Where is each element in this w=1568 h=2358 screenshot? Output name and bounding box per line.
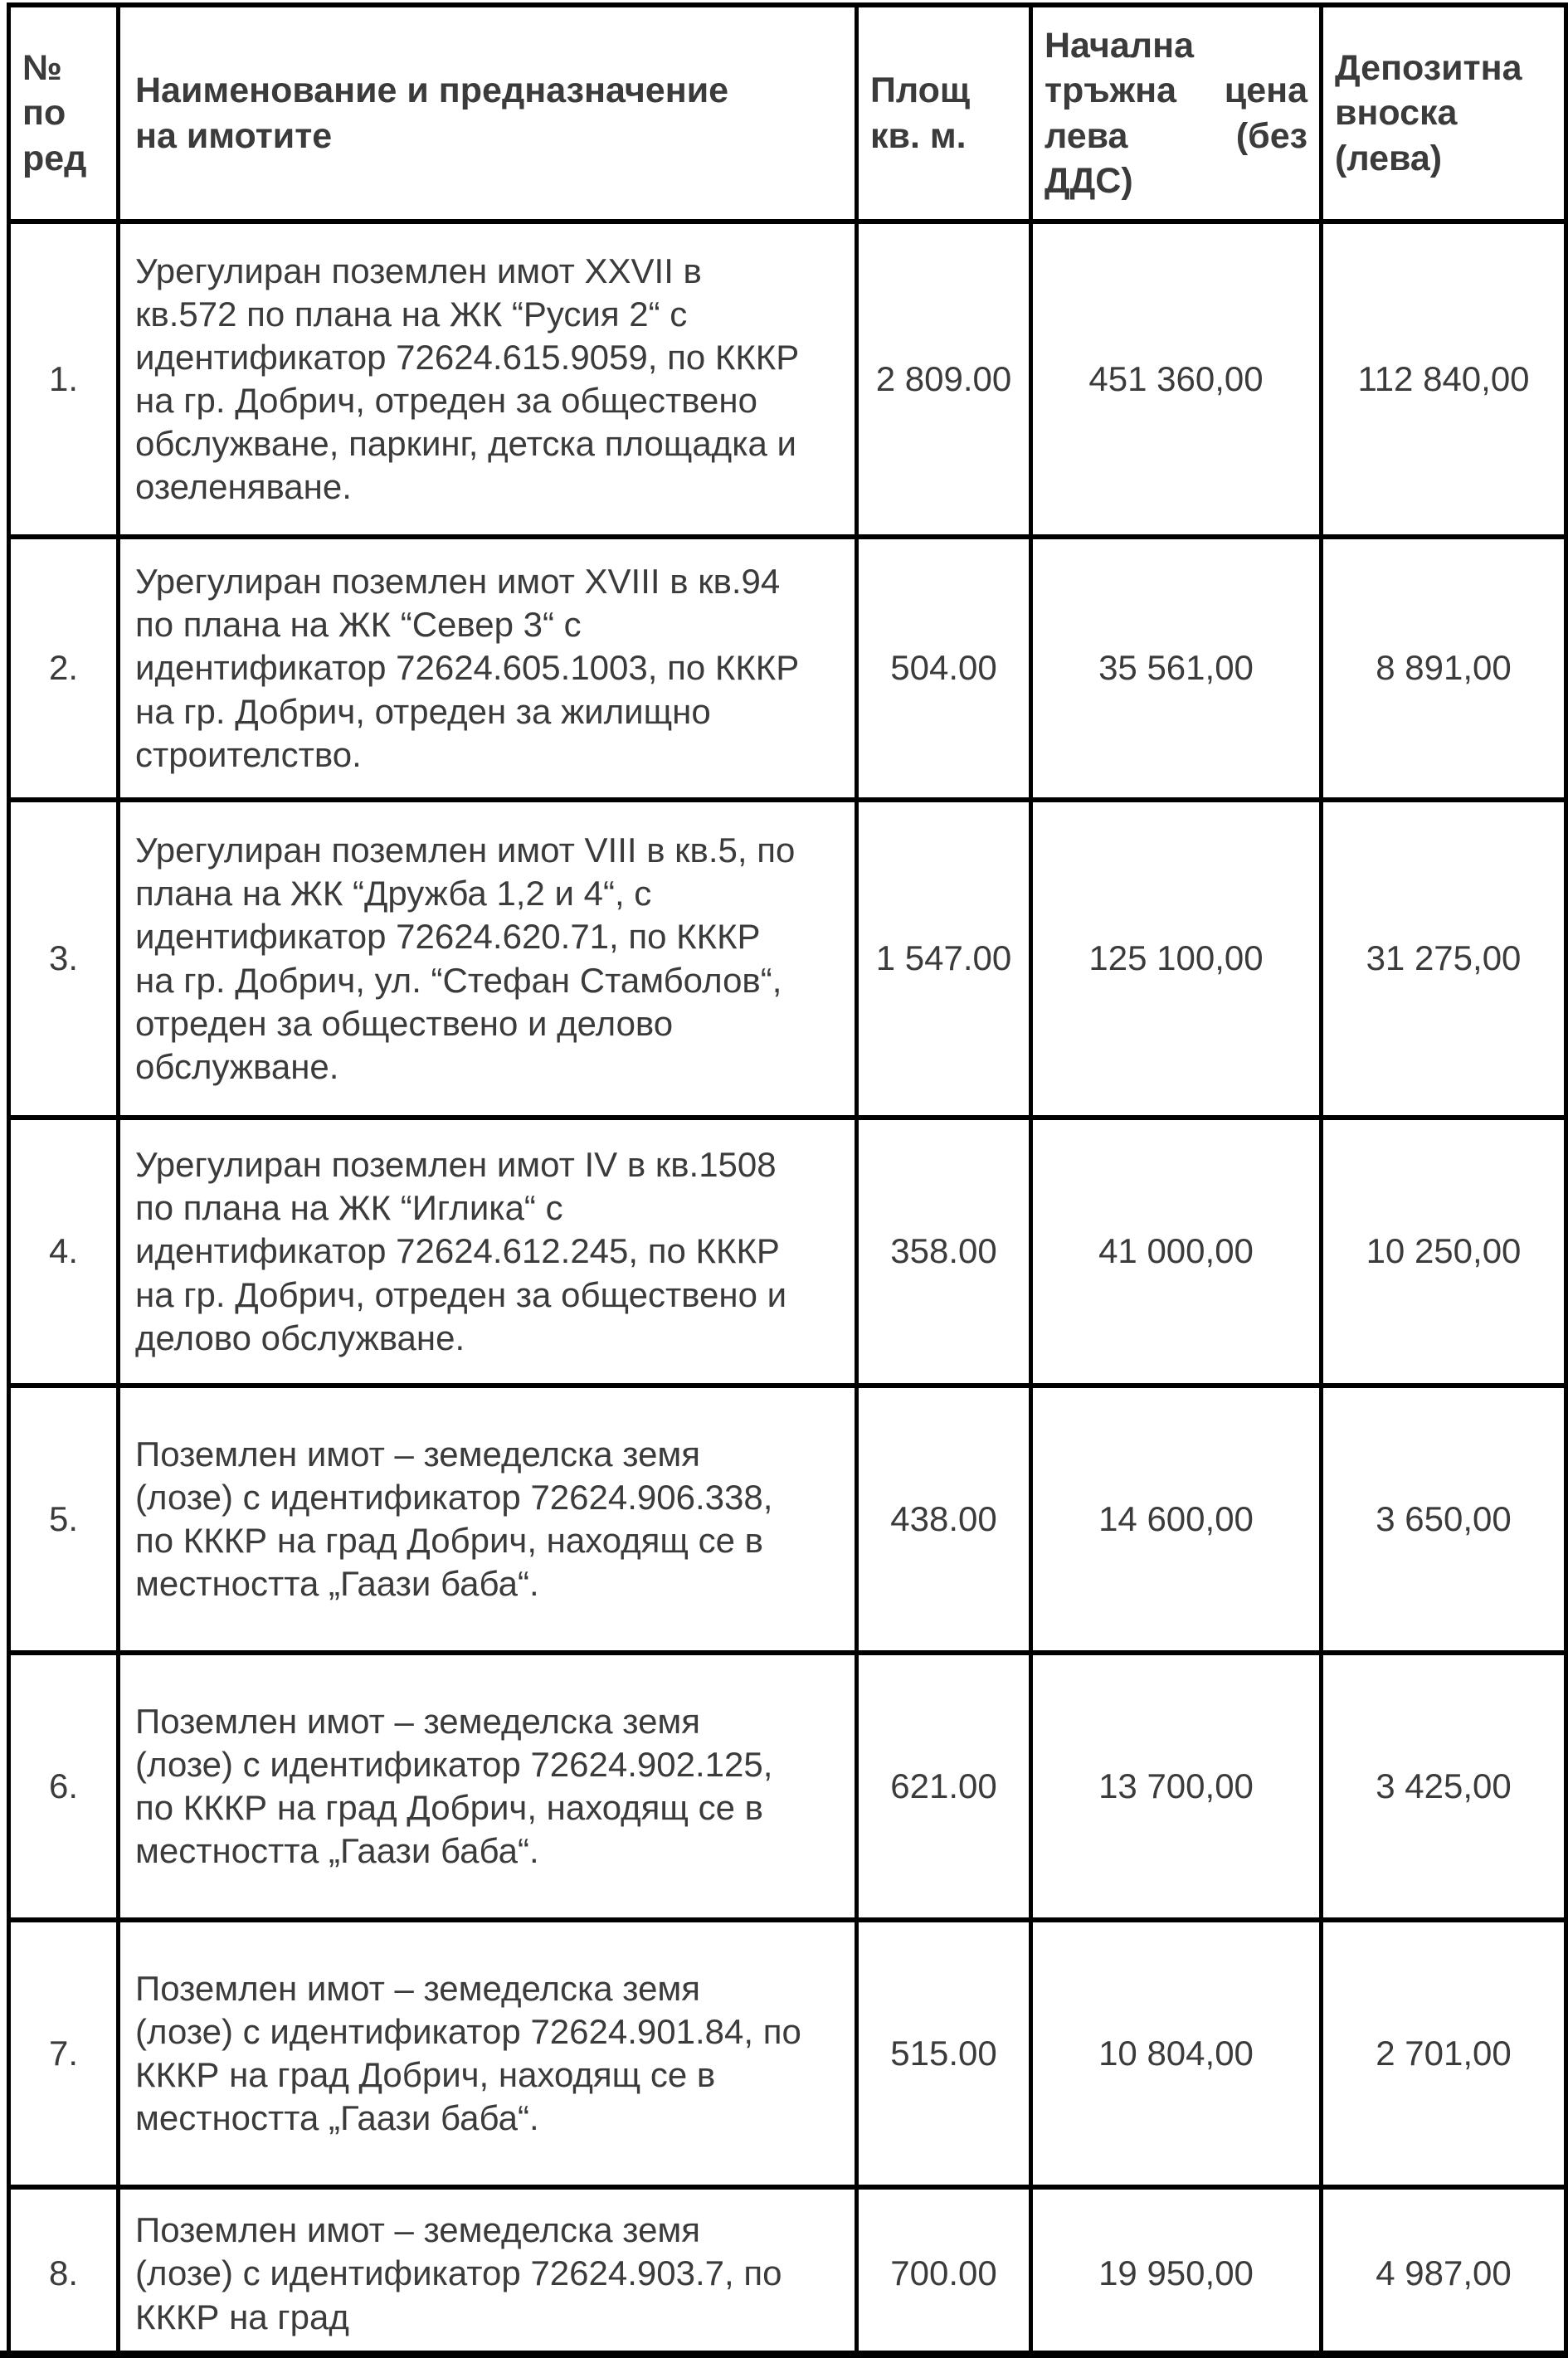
table-row <box>9 1653 1566 1920</box>
table-row <box>9 800 1566 1118</box>
cell-starting-price: 10 804,00 <box>1031 1920 1322 2187</box>
cell-deposit: 8 891,00 <box>1322 537 1566 800</box>
cell-area: 1 547.00 <box>857 800 1031 1118</box>
cell-property-description: Урегулиран поземлен имот XXVII в кв.572 по плана на ЖК “Русия 2“ с идентификатор 72624.615.9059, по КККР на гр. Добрич, отреден за обществено обслужване, паркинг, детска площадка и озеленяване. <box>119 222 857 537</box>
cell-deposit: 3 650,00 <box>1322 1386 1566 1653</box>
cell-deposit: 4 987,00 <box>1322 2187 1566 2358</box>
cell-row-number: 6. <box>9 1653 119 1920</box>
cell-area: 504.00 <box>857 537 1031 800</box>
cell-starting-price: 13 700,00 <box>1031 1653 1322 1920</box>
table-row <box>9 2187 1566 2358</box>
cell-area: 515.00 <box>857 1920 1031 2187</box>
header-col-deposit: Депозитна вноска (лева) <box>1322 5 1566 222</box>
cell-area: 621.00 <box>857 1653 1031 1920</box>
cell-area: 358.00 <box>857 1118 1031 1386</box>
cell-deposit: 10 250,00 <box>1322 1118 1566 1386</box>
header-col-row-number: № по ред <box>9 5 119 222</box>
page-crop-edge <box>0 2351 1568 2358</box>
cell-area: 2 809.00 <box>857 222 1031 537</box>
table-row <box>9 1386 1566 1653</box>
header-col-area: Площ кв. м. <box>857 5 1031 222</box>
table-row <box>9 1920 1566 2187</box>
cell-deposit: 112 840,00 <box>1322 222 1566 537</box>
cell-property-description: Урегулиран поземлен имот VIII в кв.5, по плана на ЖК “Дружба 1,2 и 4“, с идентификатор 72624.620.71, по КККР на гр. Добрич, ул. “Стефан Стамболов“, отреден за обществено и делово обслужване. <box>119 800 857 1118</box>
cell-property-description: Поземлен имот – земеделска земя (лозе) с идентификатор 72624.902.125, по КККР на град Добрич, находящ се в местността „Гаази баба“. <box>119 1653 857 1920</box>
table-row <box>9 1118 1566 1386</box>
cell-starting-price: 41 000,00 <box>1031 1118 1322 1386</box>
cell-starting-price: 19 950,00 <box>1031 2187 1322 2358</box>
cell-deposit: 31 275,00 <box>1322 800 1566 1118</box>
cell-row-number: 8. <box>9 2187 119 2358</box>
cell-row-number: 5. <box>9 1386 119 1653</box>
cell-starting-price: 125 100,00 <box>1031 800 1322 1118</box>
cell-property-description: Поземлен имот – земеделска земя (лозе) с идентификатор 72624.903.7, по КККР на град <box>119 2187 857 2358</box>
header-col-starting-price: Начална тръжна цена лева (без ДДС) <box>1031 5 1322 222</box>
cell-property-description: Урегулиран поземлен имот IV в кв.1508 по плана на ЖК “Иглика“ с идентификатор 72624.612.245, по КККР на гр. Добрич, отреден за обществено и делово обслужване. <box>119 1118 857 1386</box>
cell-area: 700.00 <box>857 2187 1031 2358</box>
cell-row-number: 2. <box>9 537 119 800</box>
cell-starting-price: 35 561,00 <box>1031 537 1322 800</box>
municipal-properties-auction-table <box>7 2 1568 2358</box>
cell-area: 438.00 <box>857 1386 1031 1653</box>
cell-row-number: 1. <box>9 222 119 537</box>
cell-row-number: 4. <box>9 1118 119 1386</box>
cell-row-number: 7. <box>9 1920 119 2187</box>
table-row <box>9 222 1566 537</box>
cell-starting-price: 451 360,00 <box>1031 222 1322 537</box>
cell-row-number: 3. <box>9 800 119 1118</box>
table-row <box>9 537 1566 800</box>
cell-property-description: Поземлен имот – земеделска земя (лозе) с идентификатор 72624.906.338, по КККР на град Добрич, находящ се в местността „Гаази баба“. <box>119 1386 857 1653</box>
header-col-property-name: Наименование и предназначение на имотите <box>119 5 857 222</box>
header-row <box>9 5 1566 222</box>
cell-starting-price: 14 600,00 <box>1031 1386 1322 1653</box>
cell-property-description: Поземлен имот – земеделска земя (лозе) с идентификатор 72624.901.84, по КККР на град Добрич, находящ се в местността „Гаази баба“. <box>119 1920 857 2187</box>
cell-property-description: Урегулиран поземлен имот XVIII в кв.94 по плана на ЖК “Север 3“ с идентификатор 72624.605.1003, по КККР на гр. Добрич, отреден за жилищно строителство. <box>119 537 857 800</box>
cell-deposit: 3 425,00 <box>1322 1653 1566 1920</box>
cell-deposit: 2 701,00 <box>1322 1920 1566 2187</box>
